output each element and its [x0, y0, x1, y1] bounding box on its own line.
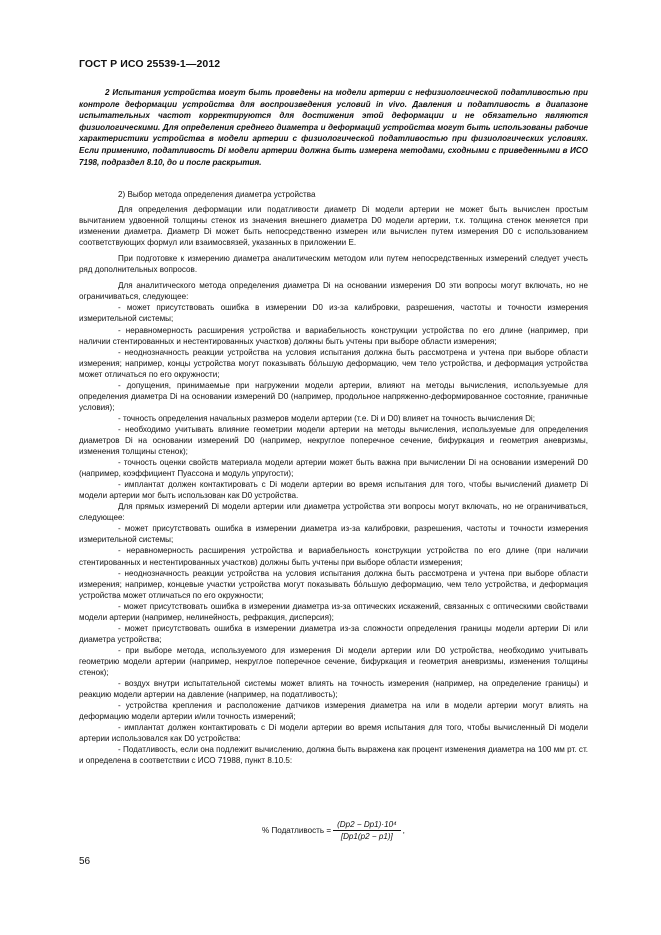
list-item: - неоднозначность реакции устройства на условия испытания должна быть рассмотрена и учтена при выборе области измерения; например, концы устройства могут показывать бόльшую деформацию, чем тело устройства, и деформация устройства может отличаться по его окружности;	[79, 347, 588, 379]
formula-lhs: % Податливость =	[262, 825, 332, 835]
list-item: - воздух внутри испытательной системы может влиять на точность измерения (например, на определение границы) и реакцию модели артерии на давление (например, на податливость);	[79, 679, 588, 700]
list-item: - допущения, принимаемые при нагружении модели артерии, влияют на методы вычисления, используемые для определения диаметра Di на основании измерений D0 (например, продольное напряженно-деформированное состояние, граничные условия);	[79, 380, 588, 412]
list-item: - при выборе метода, используемого для измерения Di модели артерии или D0 устройства, необходимо учитывать геометрию модели артерии (например, некруглое поперечное сечение, бифуркация и геометрия аневризмы, изменения толщины стенок);	[79, 645, 588, 677]
section-heading: 2) Выбор метода определения диаметра устройства	[118, 190, 316, 199]
list-item: - неравномерность расширения устройства и вариабельность конструкции устройства по его длине (например, при наличии стентированных и нестентированных участков) должны быть учтены при выборе области измерения;	[79, 325, 588, 346]
formula-fraction	[333, 820, 401, 841]
formula-denominator: [Dp1(p2 − p1)]	[340, 831, 393, 841]
list-item: - имплантат должен контактировать с Di модели артерии во время испытания для того, чтобы вычислений диаметр Di модели артерии мог быть использован как D0 устройства.	[79, 480, 588, 501]
list-item: - может присутствовать ошибка в измерении D0 из-за калибровки, разрешения, частоты и точности измерения измерительной системы;	[79, 303, 588, 324]
list-item: - точность определения начальных размеров модели артерии (т.е. Di и D0) влияет на точность вычисления Di;	[118, 413, 535, 423]
list-item: - устройства крепления и расположение датчиков измерения диаметра на или в модели артерии могут влиять на деформацию модели артерии и/или точность измерений;	[79, 701, 588, 722]
note-paragraph: 2 Испытания устройства могут быть проведены на модели артерии с нефизиологической податливостью при контроле деформации устройства для воспроизведения условий in vivo. Давления и податливость в диапазоне испытательных частот корректируются для достижения этой деформации и не обязательно являются физиологическими. Для определения среднего диаметра и деформаций устройства могут быть использованы рабочие характеристики устройства в модели артерии с физиологической податливостью при физиологических условиях. Если применимо, податливость Di модели артерии должна быть измерена методами, сходными с приведенными в ИСО 7198, подраздел 8.10, до и после раскрытия.	[79, 88, 588, 167]
compliance-formula	[262, 812, 405, 848]
paragraph: Для прямых измерений Di модели артерии или диаметра устройства эти вопросы могут включать, но не ограничиваться, следующее:	[79, 502, 588, 523]
formula-numerator: (Dp2 − Dp1)·10⁴	[333, 820, 401, 831]
list-item: - может присутствовать ошибка в измерении диаметра из-за калибровки, разрешения, частоты и точности измерения измерительной системы;	[79, 524, 588, 545]
standard-header: ГОСТ Р ИСО 25539-1—2012	[79, 58, 221, 70]
paragraph: Для аналитического метода определения диаметра Di на основании измерения D0 эти вопросы могут включать, но не ограничиваться, следующее:	[79, 281, 588, 302]
list-item: - неоднозначность реакции устройства на условия испытания должна быть рассмотрена и учтена при выборе области измерения; например, концевые участки устройства могут показывать бόльшую деформацию, чем тело устройства, и деформация устройства может отличаться по его окружности;	[79, 568, 588, 600]
list-item: - неравномерность расширения устройства и вариабельность конструкции устройства по его длине (при наличии стентированных и нестентированных участков) должны быть учтены при выборе области измерения;	[79, 546, 588, 567]
page-number: 56	[79, 856, 91, 867]
list-item: - имплантат должен контактировать с Di модели артерии во время испытания для того, чтобы вычисленный Di модели артерии использовался как D0 устройства:	[79, 723, 588, 744]
paragraph: Для определения деформации или податливости диаметр Di модели артерии не может быть вычислен простым вычитанием удвоенной толщины стенок из значения внешнего диаметра D0 модели артерии, т.к. толщина стенок меняется при изменении диаметра. Диаметр Di может быть непосредственно измерен или вычислен путем измерения D0 с использованием соответствующих формул или взаимосвязей, указанных в приложении Е.	[79, 205, 588, 248]
formula-tail: ,	[402, 825, 405, 835]
list-item: - может присутствовать ошибка в измерении диаметра из-за сложности определения границы модели артерии Di или диаметра устройства;	[79, 623, 588, 644]
paragraph: При подготовке к измерению диаметра аналитическим методом или путем непосредственных измерений следует учесть ряд дополнительных вопросов.	[79, 254, 588, 275]
list-item: - необходимо учитывать влияние геометрии модели артерии на методы вычисления, используемые для определения диаметров Di на основании измерений D0 (например, некруглое поперечное сечение, бифуркация и геометрия аневризмы, изменения толщины стенок);	[79, 424, 588, 457]
list-item: - может присутствовать ошибка в измерении диаметра из-за оптических искажений, связанных с оптическими свойствами модели артерии (например, нелинейность, рефракция, дисперсия);	[79, 601, 588, 622]
list-item: - точность оценки свойств материала модели артерии может быть важна при вычислении Di на основании измерений D0 (например, коэффициент Пуассона и модуль упругости);	[79, 458, 588, 479]
body-text	[79, 189, 588, 766]
list-item: - Податливость, если она подлежит вычислению, должна быть выражена как процент изменения диаметра на 100 мм рт. ст. и определена в соответствии с ИСО 71988, пункт 8.10.5:	[79, 745, 588, 766]
